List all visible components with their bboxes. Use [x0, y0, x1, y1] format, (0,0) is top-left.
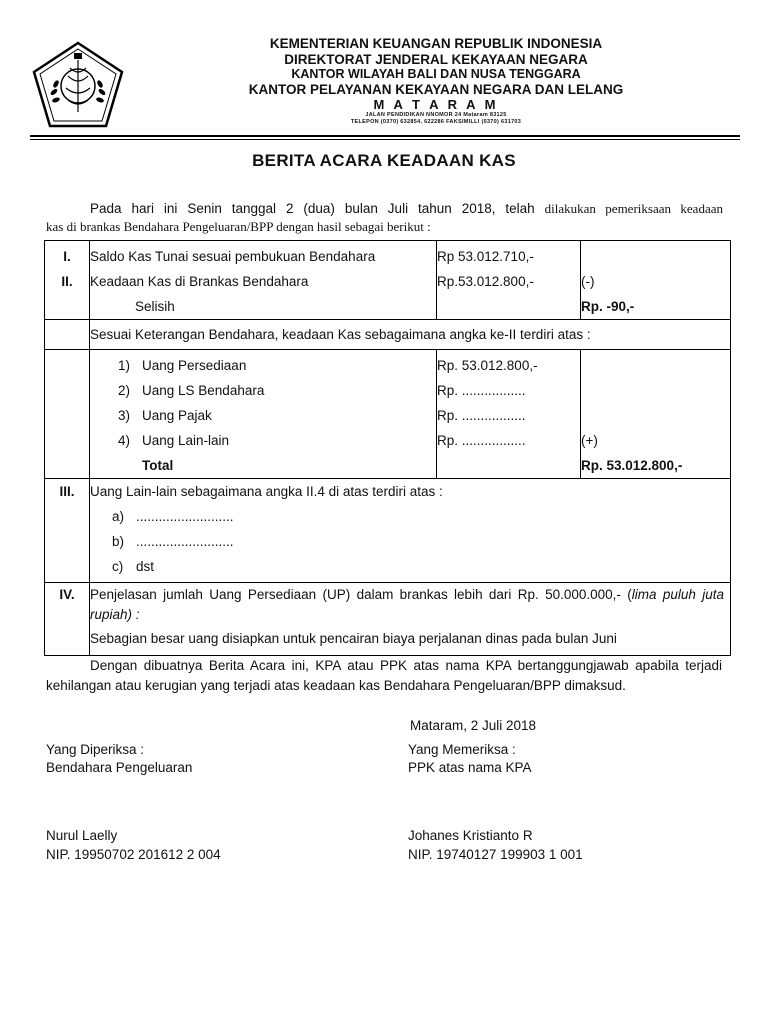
list-item: [90, 504, 730, 529]
saldo-kas-amount: Rp 53.012.710,-: [437, 249, 534, 264]
blank-line: [437, 294, 580, 319]
ministry-name: KEMENTERIAN KEUANGAN REPUBLIK INDONESIA: [269, 36, 603, 51]
table-row: [45, 320, 731, 350]
rincian-label: Uang Lain-lain: [142, 433, 230, 448]
section-number-cell: [45, 241, 90, 320]
rincian-item: [118, 353, 436, 378]
rincian-number: 4): [118, 433, 131, 448]
saldo-kas-label: Saldo Kas Tunai sesuai pembukuan Bendahara: [90, 249, 376, 264]
section-result-cell: [581, 241, 731, 320]
selisih-label: Selisih: [135, 299, 175, 314]
rincian-amount-cell: [437, 350, 581, 479]
item-text: dst: [136, 559, 155, 574]
section-number-cell: [45, 583, 90, 656]
intro-paragraph: [46, 200, 723, 236]
intro-line-2: kas di brankas Bendahara Pengeluaran/BPP dengan hasil sebagai berikut :: [46, 219, 431, 234]
ministry-emblem-icon: [30, 40, 126, 130]
left-signatory-title: Bendahara Pengeluaran: [46, 760, 193, 775]
section-iii-cell: [90, 479, 731, 583]
rincian-item: [118, 403, 436, 428]
item-letter: b): [112, 534, 125, 549]
rincian-item: [118, 378, 436, 403]
section-number-ii: II.: [61, 274, 73, 289]
section-iv-cell: [90, 583, 731, 656]
intro-text-a: Pada hari ini Senin tanggal 2 (dua) bulan Juli tahun 2018, telah: [90, 201, 545, 216]
section-number-iii: III.: [59, 484, 75, 499]
office-phone: TELEPON (0370) 632854, 622286 FAKSIMILLI (0370) 631703: [350, 119, 522, 125]
section-label-cell: [90, 241, 437, 320]
item-text: ..........................: [136, 534, 234, 549]
blank-line: [45, 294, 89, 319]
rincian-amount: Rp. 53.012.800,-: [437, 358, 538, 373]
service-office-name: KANTOR PELAYANAN KEKAYAAN NEGARA DAN LELANG: [248, 82, 624, 97]
rincian-label: Uang Pajak: [142, 408, 212, 423]
letterhead: [30, 36, 742, 134]
rincian-amount: Rp. .................: [437, 383, 526, 398]
selisih-value: Rp. -90,-: [581, 299, 635, 314]
empty-cell: [45, 350, 90, 479]
minus-sign: (-): [581, 274, 595, 289]
letterhead-text: [150, 36, 722, 126]
intro-line-1: [46, 200, 723, 218]
table-row: [45, 479, 731, 583]
list-item: [90, 554, 730, 579]
section-number-iv: IV.: [59, 587, 75, 602]
right-signatory-name: Johanes Kristianto R: [408, 828, 533, 843]
empty-cell: [45, 320, 90, 350]
directorate-name: DIREKTORAT JENDERAL KEKAYAAN NEGARA: [284, 52, 588, 67]
rincian-label: Uang Persediaan: [142, 358, 247, 373]
right-signatory-nip: NIP. 19740127 199903 1 001: [408, 847, 583, 862]
section-iv-note: Sebagian besar uang disiapkan untuk pencairan biaya perjalanan dinas pada bulan Juni: [90, 631, 617, 646]
item-text: ..........................: [136, 509, 234, 524]
plus-sign: (+): [581, 433, 598, 448]
left-signatory-nip: NIP. 19950702 201612 2 004: [46, 847, 221, 862]
item-letter: c): [112, 559, 124, 574]
section-iv-text-a: Penjelasan jumlah Uang Persediaan (UP) dalam brankas lebih dari Rp. 50.000.000,- (: [90, 587, 632, 602]
right-signatory-title: PPK atas nama KPA: [408, 760, 532, 775]
city-name: M A T A R A M: [373, 97, 499, 112]
rincian-right: [581, 403, 730, 428]
list-item: [90, 529, 730, 554]
rincian-right: [581, 378, 730, 403]
section-amount-cell: [437, 241, 581, 320]
rincian-label-cell: [90, 350, 437, 479]
total-value: Rp. 53.012.800,-: [581, 458, 683, 473]
section-iii-heading: Uang Lain-lain sebagaimana angka II.4 di atas terdiri atas :: [90, 484, 443, 499]
place-date: Mataram, 2 Juli 2018: [410, 718, 537, 733]
table-row: [45, 350, 731, 479]
rincian-amount: Rp. .................: [437, 408, 526, 423]
table-row: [45, 583, 731, 656]
rincian-number: 2): [118, 383, 131, 398]
keterangan-text: Sesuai Keterangan Bendahara, keadaan Kas sebagaimana angka ke-II terdiri atas :: [90, 327, 591, 342]
section-iv-text-b: lima puluh juta rupiah) :: [90, 587, 724, 622]
left-signatory-role: Yang Diperiksa :: [46, 742, 145, 757]
letterhead-rule-thick: [30, 135, 740, 137]
blank-line: [437, 453, 580, 478]
rincian-item: [118, 428, 436, 453]
rincian-label: Uang LS Bendahara: [142, 383, 265, 398]
document-title: BERITA ACARA KEADAAN KAS: [252, 151, 516, 170]
regional-office-name: KANTOR WILAYAH BALI DAN NUSA TENGGARA: [291, 67, 581, 81]
section-iv-explanation: [90, 585, 724, 625]
item-letter: a): [112, 509, 125, 524]
left-signatory-name: Nurul Laelly: [46, 828, 118, 843]
keadaan-kas-amount: Rp.53.012.800,-: [437, 274, 534, 289]
section-number-cell: [45, 479, 90, 583]
rincian-amount: Rp. .................: [437, 433, 526, 448]
blank-line: [581, 244, 730, 269]
rincian-result-cell: [581, 350, 731, 479]
keterangan-cell: [90, 320, 731, 350]
closing-paragraph: Dengan dibuatnya Berita Acara ini, KPA atau PPK atas nama KPA bertanggungjawab apabila terjadi kehilangan atau kerugian yang terjadi atas keadaan kas Bendahara Pengeluaran/BPP dimaksud.: [46, 658, 722, 693]
rincian-number: 1): [118, 358, 131, 373]
office-address: JALAN PENDIDIKAN NNOMOR 24 Mataram 83125: [365, 112, 507, 118]
rincian-number: 3): [118, 408, 131, 423]
table-row: [45, 241, 731, 320]
rincian-right: [581, 353, 730, 378]
keadaan-kas-label: Keadaan Kas di Brankas Bendahara: [90, 274, 309, 289]
cash-status-table: [44, 240, 731, 656]
right-signatory-role: Yang Memeriksa :: [408, 742, 516, 757]
letterhead-rule-thin: [30, 139, 740, 140]
intro-text-b: dilakukan pemeriksaan keadaan: [544, 201, 723, 216]
total-label: Total: [142, 458, 174, 473]
section-number-i: I.: [63, 249, 71, 264]
